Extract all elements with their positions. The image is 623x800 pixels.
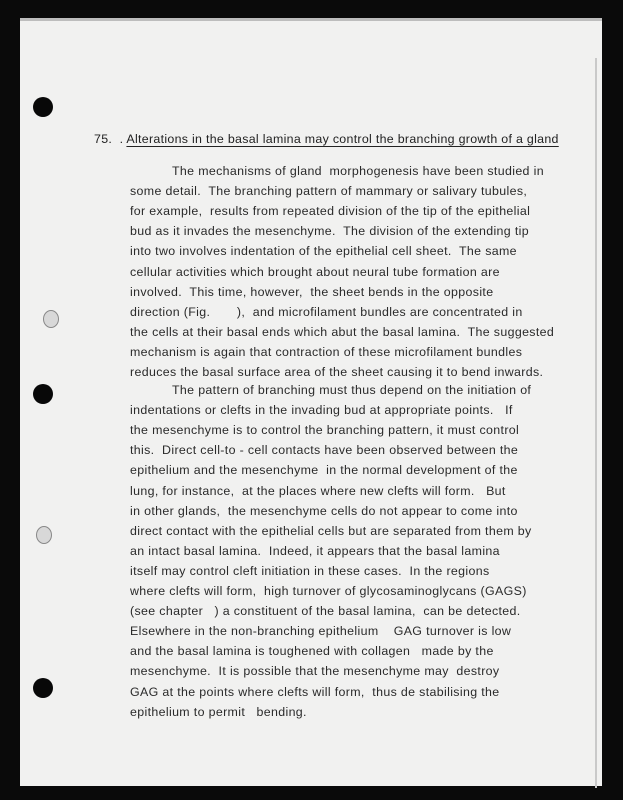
punch-hole-partial bbox=[43, 310, 59, 328]
text-line: into two involves indentation of the epithelial cell sheet. The same bbox=[130, 244, 517, 259]
text-line: Elsewhere in the non-branching epithelium GAG turnover is low bbox=[130, 624, 512, 639]
punch-hole bbox=[33, 678, 53, 698]
page-right-edge-shadow bbox=[595, 58, 597, 788]
text-line: direct contact with the epithelial cells but are separated from them by bbox=[130, 523, 532, 538]
text-line: bud as it invades the mesenchyme. The division of the extending tip bbox=[130, 224, 529, 239]
text-line: some detail. The branching pattern of mammary or salivary tubules, bbox=[130, 184, 528, 199]
text-line: mechanism is again that contraction of these microfilament bundles bbox=[130, 344, 523, 359]
page-top-edge bbox=[20, 18, 602, 21]
text-line: direction (Fig. ), and microfilament bundles are concentrated in bbox=[130, 304, 523, 319]
text-line: the cells at their basal ends which abut the basal lamina. The suggested bbox=[130, 324, 555, 339]
text-line: mesenchyme. It is possible that the mesenchyme may destroy bbox=[130, 664, 500, 679]
text-line: and the basal lamina is toughened with collagen made by the bbox=[130, 644, 494, 659]
text-line: in other glands, the mesenchyme cells do not appear to come into bbox=[130, 503, 518, 518]
section-heading: 75. . Alterations in the basal lamina may control the branching growth of a gland bbox=[94, 132, 559, 146]
punch-hole-partial bbox=[36, 526, 52, 544]
text-line: The mechanisms of gland morphogenesis have been studied in bbox=[172, 164, 544, 178]
text-line: the mesenchyme is to control the branching pattern, it must control bbox=[130, 423, 520, 438]
text-line: indentations or clefts in the invading bud at appropriate points. If bbox=[130, 403, 513, 418]
punch-hole bbox=[33, 384, 53, 404]
text-line: for example, results from repeated division of the tip of the epithelial bbox=[130, 204, 531, 219]
text-line: an intact basal lamina. Indeed, it appears that the basal lamina bbox=[130, 543, 500, 558]
text-line: this. Direct cell-to - cell contacts have been observed between the bbox=[130, 443, 519, 458]
text-line: involved. This time, however, the sheet bends in the opposite bbox=[130, 284, 494, 299]
text-line: where clefts will form, high turnover of glycosaminoglycans (GAGS) bbox=[130, 584, 527, 598]
text-line: reduces the basal surface area of the sheet causing it to bend inwards. bbox=[130, 365, 544, 379]
punch-hole bbox=[33, 97, 53, 117]
text-line: lung, for instance, at the places where new clefts will form. But bbox=[130, 483, 506, 498]
section-number: 75. bbox=[94, 132, 113, 146]
section-title: Alterations in the basal lamina may control the branching growth of a gland bbox=[126, 132, 559, 146]
text-line: itself may control cleft initiation in these cases. In the regions bbox=[130, 563, 490, 578]
text-line: epithelium and the mesenchyme in the normal development of the bbox=[130, 463, 518, 478]
text-line: cellular activities which brought about neural tube formation are bbox=[130, 264, 500, 279]
text-line: The pattern of branching must thus depend on the initiation of bbox=[172, 383, 532, 397]
text-line: epithelium to permit bending. bbox=[130, 704, 307, 719]
text-line: GAG at the points where clefts will form, thus de stabilising the bbox=[130, 684, 500, 699]
text-line: (see chapter ) a constituent of the basal lamina, can be detected. bbox=[130, 604, 521, 619]
